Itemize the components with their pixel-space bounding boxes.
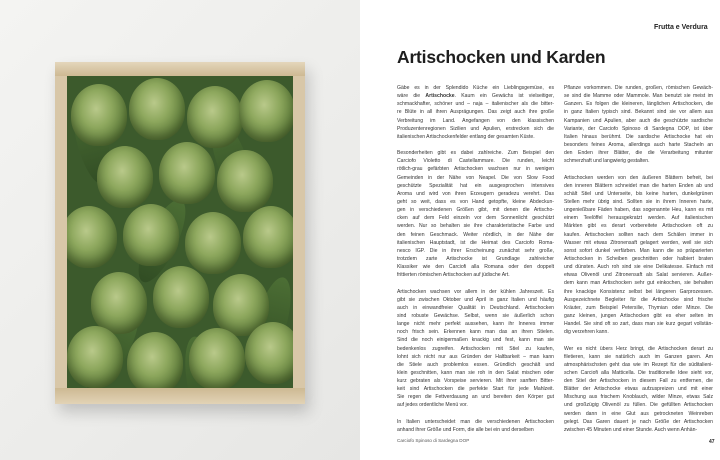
artichoke [153,266,209,328]
text-line: Blätter der Artischocke etwas aufzuspreizen und mit einer [564,386,713,393]
artichokes [67,76,293,388]
artichoke [71,84,127,146]
text-line: italienischen Hauptstadt, ist die Heimat des Carciofo Roma- [397,239,554,246]
text-segment: . Kaum ein Gewächs ist vielseitiger, [454,93,555,100]
paragraph-gap [397,141,554,149]
text-line: Sie regen die Fettverdauung an und bereiten den Körper gut [397,394,554,401]
text-line: Carciofo Violetto di Castellammare. Die runden, leicht [397,158,554,165]
text-line: werden. Nur so behalten sie ihre charakteristische Farbe und [397,223,554,230]
text-line: Märkten gibt es derart vorbereitete Artischocken oft zu [564,223,713,230]
text-line: ihre knackige Konsistenz selbst bei längeren Garprozessen. [564,288,713,295]
text-line: klein geschnitten, kann man sie roh in den Salat mischen oder [397,369,554,376]
text-line: Gäbe es in der Splendido Küche ein Lieblingsgemüse, es [397,85,554,91]
article-title: Artischocken und Karden [397,47,606,67]
artichoke [159,142,215,204]
text-line: atmosphärischsten geht das wie im Rezept für die süditalieni- [564,361,713,368]
text-line: Kampanien und Apulien, aber auch die geschützte sardische [564,117,713,124]
text-line: schmackhafter, schöner und – naja – italienischer als die bitter- [397,101,554,108]
artichoke [189,328,245,388]
text-line: anhand ihrer Größe und Form, die alle bei ein und derselben [397,426,534,433]
text-line: und dünsten. Auch roh sind sie eine Delikatesse. Einfach mit [564,264,713,271]
text-line: Ganzen. Es folgen die kleineren, länglichen Artischocken, die [564,101,713,108]
text-line: und großzügig Olivenöl zu füllen. Die gefüllten Artischocken [564,402,713,409]
text-line: Besonderheiten gibt es dabei zahlreiche. Zum Beispiel den [397,150,554,157]
photo-caption: Carciofo Spinoso di Sardegna DOP [397,438,470,443]
text-column-right [564,84,713,434]
artichoke [67,206,117,268]
text-line: Sind die noch einigermaßen knackig und fest, kann man sie [397,337,554,344]
text-line: auch in einwandfreier Qualität in Deutschland. Artischocken [397,304,554,311]
text-line: Wasser mit etwas Zitronensaft gelagert werden, weil sie sich [564,239,713,246]
artichoke [185,212,241,274]
text-line: Ausgezeichnete Begleiter für die Artischocke sind frische [564,296,713,303]
text-line: Mischung aus frischem Knoblauch, wilder Minze, etwas Salz [564,394,713,401]
text-line: nesco IGP. Die in ihrer Erscheinung zunächst sehr große, [397,247,554,254]
text-line: Handel. Sie sind oft so zart, dass man sie kurz gegart vollstän- [564,321,713,328]
text-line: den feinen Geschmack. Weiter nördlich, in der Nähe der [397,231,554,238]
text-line: cken auf dem Feld einzeln vor dem Sonnenlicht geschützt [397,215,554,222]
artichoke [127,332,183,388]
paragraph-gap [564,336,713,344]
text-line: Kräuter, zum Beispiel Petersilie, Thymian oder Minze. Die [564,304,713,311]
crate-rim-bottom [55,388,305,404]
text-line: schält Stiel und Unterseite, bis keine harten, dunkelgrünen [564,190,713,197]
artichoke [91,272,147,334]
paragraph-gap [397,279,554,287]
text-line: dig verzehren kann. [564,329,609,336]
text-line: sonst sofort dunkel verfärben. Man kann die so präparierten [564,247,713,254]
crate-rim-top [55,62,305,76]
paragraph-gap [397,410,554,418]
text-line: werden dann in eine Glut aus getrockneten Weinreben [564,410,713,417]
text-line: noch frisch sein. Erkennen kann man das an ihren Stielen. [397,329,554,336]
text-line: zwischen 45 Minuten und einer Stunde. Auch wenn Anhän- [564,426,698,433]
text-line: lange nicht mehr perfekt aussehen, kann ihr Inneres immer [397,321,554,328]
text-line: besonders feines Aroma, allerdings auch harte Stacheln an [564,141,713,148]
text-line: Pflanze vorkommen. Die runden, großen, römischen Gewäch- [564,85,713,91]
artichoke [67,326,123,388]
text-line: ungenießbare Fäden haben, das sogenannte Heu, kann es mit [564,207,713,214]
text-line: rötlich-grau gefärbten Artischocken wachsen nur in wenigen [397,166,554,173]
text-line: etwas Olivenöl und Zitronensaft als Salat servieren. Außer- [564,272,713,279]
text-line: in ganz Italien typisch sind. Bekannt sind sie vor allem aus [564,109,713,116]
text-line: gelegt. Das Garen dauert je nach Größe der Artischocken [564,418,713,425]
text-line: re Blüte in all ihren Ausprägungen. Das zeigt auch ihre große [397,109,554,116]
text-line: geht so weit, dass es von Hand getopfte, kleine Abdeckun- [397,198,554,205]
section-header: Frutta e Verdura [654,24,708,31]
artichoke [129,78,185,140]
text-line: schen Carciofi alla Matticella. Die traditionelle Idee sieht vor, [564,369,713,376]
artichoke [123,204,179,266]
text-line: frittierten römischen Artischocken auf jüdische Art. [397,272,510,279]
text-column-left [397,84,554,434]
artichoke [239,80,293,142]
text-line: auf jedes ordentliche Menü vor. [397,402,468,409]
artichoke [217,150,273,212]
text-line: trotzdem zarte Artischocke ist Grundlage zahlreicher [397,255,554,262]
text-line: Klassiker wie den Carciofi alla Romana oder den doppelt [397,264,554,271]
text-line: sind robuste Gewächse. Selbst, wenn sie äußerlich schon [397,312,554,319]
artichoke [187,86,243,148]
text-line: bedenkenlos zugreifen. Artischocken mit Stiel zu kaufen, [397,345,554,352]
text-line: Italien hinaus berühmt. Die sardische Artischocke hat ein [564,133,713,140]
paragraph-gap [564,165,713,173]
text-line: keit sind Artischocken die perfekte Start für jede Mahlzeit. [397,386,554,393]
text-line: Verbreitung im Land. Angefangen von den klassischen [397,117,554,124]
artichoke [97,146,153,208]
text-segment: wäre die [397,93,426,100]
text-line: Variante, der Carciofo Spinoso di Sardegna DOP, ist über [564,125,713,132]
text-line: die Stiele auch problemlos essen. Gründlich geschält und [397,361,554,368]
text-line: Gemeinden in der Nähe von Neapel. Die von Slow Food [397,174,554,181]
text-line: Artischocken wachsen vor allem in der kühlen Jahreszeit. Es [397,288,554,295]
text-line: Produzentenregionen Sizilien und Apulien, erstrecken sich die [397,125,554,132]
artichoke [245,322,293,384]
artichoke-crate-photo [55,62,305,404]
text-line: lohnt sich nicht nur aus Gründen der Haltbarkeit – man kann [397,353,554,360]
text-line: filetieren, kann sie natürlich auch im Ganzen garen. Am [564,353,713,360]
text-line: italienischen Artischockenfelder entlang der gesamten Küste. [397,133,535,140]
bold-term: Artischocke [425,93,455,100]
text-line: Wer es nicht übers Herz bringt, die Artischocken derart zu [564,345,713,352]
text-line: se sind die Mamme oder Mammole. Man benutzt sie meist im [564,93,713,100]
text-line: In Italien unterscheidet man die verschiedenen Artischocken [397,418,554,425]
text-line: kaufen. Artischocken sollten nach dem Schälen immer in [564,231,713,238]
text-line: geschützte Spezialität hat ein ausgesprochen intensives [397,182,554,189]
text-line: einem Teelöffel herausgekratzt werden. Auf italienischen [564,215,713,222]
text-line: den Enden ihrer Blätter, die die Verarbeitung mitunter [564,150,713,157]
text-line: Artischocken werden von den äußeren Blättern befreit, bei [564,174,713,181]
text-line: gen in verschiedenen Größen gibt, mit denen die Artischo- [397,207,554,214]
text-line: gibt sie zwischen Oktober und April in ganz Italien und häufig [397,296,554,303]
text-line: dem kann man Artischocken sehr gut einkochen, sie behalten [564,280,713,287]
text-line: Artischocken in Scheiben geschnitten oder halbiert braten [564,255,713,262]
text-line: ganz kleinen, jungen Artischocken gibt es eher selten im [564,312,713,319]
text-line: den Stiel der Artischocken in diesem Fall zu entfernen, die [564,378,713,385]
text-line: kurz gebraten als Vorspeise servieren. Mit ihrer sanften Bitter- [397,378,554,385]
text-line: Stellen mehr übrig sind. Sollten sie in ihrem Inneren harte, [564,198,713,205]
text-line: Aroma und wird von ihren Erzeugern geradezu verehrt. Das [397,190,554,197]
text-line: schmerzhaft und langwierig gestalten. [564,158,650,165]
page-number: 47 [709,439,715,445]
artichoke [243,206,293,268]
text-line [397,92,554,100]
text-line: den inneren Blättern schneidet man die harten Enden ab und [564,182,713,189]
